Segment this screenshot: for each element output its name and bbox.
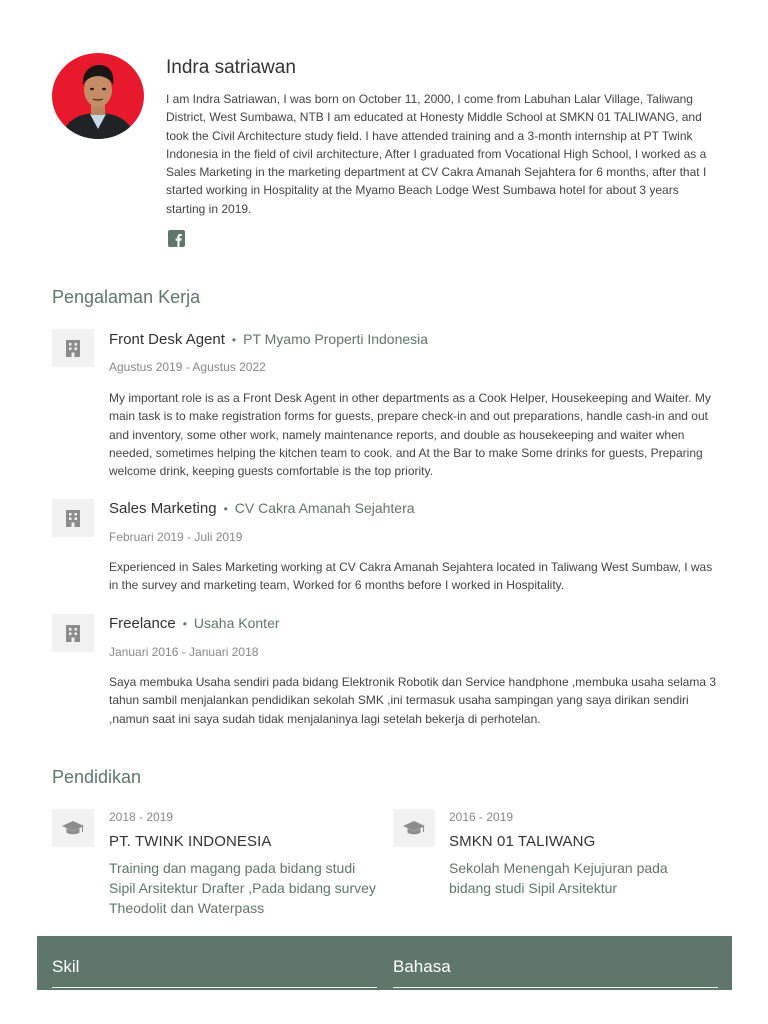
skills-heading: Skil: [52, 957, 80, 976]
job-dates: Agustus 2019 - Agustus 2022: [109, 360, 266, 374]
profile-bio: I am Indra Satriawan, I was born on October 11, 2000, I come from Labuhan Lalar Village, Taliwang District, West Sumbawa, NTB I am educated at Honesty Middle School at SMKN 01 TALIWANG, and took the Civil Architecture study field. I have attended training and a 3-month internship at PT Twink Indonesia in the field of civil architecture, After I graduated from Vocational High School, I worked as a Sales Marketing in the marketing department at CV Cakra Amanah Sejahtera for 6 months, after that I started working in Hospitality at the Myamo Beach Lodge West Sumbawa hotel for about 3 years starting in 2019.: [166, 92, 707, 216]
job-dates: Januari 2016 - Januari 2018: [109, 645, 259, 659]
education-school: SMKN 01 TALIWANG: [449, 833, 596, 850]
job-dates: Februari 2019 - Juli 2019: [109, 530, 243, 544]
facebook-icon[interactable]: [168, 230, 185, 247]
graduation-cap-icon: [52, 809, 94, 847]
job-company: Usaha Konter: [193, 615, 280, 631]
job-company: CV Cakra Amanah Sejahtera: [234, 500, 415, 516]
job-description: My important role is as a Front Desk Agent in other departments as a Cook Helper, Housekeeping and Waiter. My main task is to make registration forms for guests, prepare check-in and out preparations, handle cash-in and out and inventory, some other work, namely maintenance reports, and double as housekeeping and waiter when needed, sometimes helping the kitchen team to cook. and At the Bar to make Some drinks for guests, Preparing welcome drink, keeping guests comfortable is the top priority.: [109, 391, 711, 479]
separator-dot: •: [231, 333, 237, 347]
skills-language-footer: [37, 936, 732, 990]
skills-divider: [52, 987, 377, 988]
job-company: PT Myamo Properti Indonesia: [243, 331, 429, 347]
language-heading: Bahasa: [393, 957, 451, 976]
education-years: 2018 - 2019: [109, 810, 174, 824]
education-section-title: Pendidikan: [52, 767, 142, 787]
education-description: Sekolah Menengah Kejujuran pada bidang studi Sipil Arsitektur: [449, 860, 668, 896]
building-icon: [52, 614, 94, 652]
building-icon: [52, 499, 94, 537]
profile-photo: [52, 53, 144, 139]
job-role: Freelance: [109, 615, 176, 632]
profile-name: Indra satriawan: [166, 57, 296, 78]
language-divider: [393, 987, 718, 988]
separator-dot: •: [182, 617, 187, 631]
separator-dot: •: [223, 502, 228, 516]
education-years: 2016 - 2019: [449, 810, 514, 824]
education-description: Training dan magang pada bidang studi Sipil Arsitektur Drafter ,Pada bidang survey Theodolit dan Waterpass: [109, 860, 376, 916]
job-role: Front Desk Agent: [109, 331, 225, 348]
job-header: [109, 500, 415, 517]
job-role: Sales Marketing: [109, 500, 217, 517]
job-header: [109, 615, 280, 632]
job-description: Experienced in Sales Marketing working at CV Cakra Amanah Sejahtera located in Taliwang West Sumbaw, I was in the survey and marketing team, Worked for 6 months before I worked in Hospitality.: [109, 560, 713, 593]
job-header: [109, 331, 428, 348]
job-description: Saya membuka Usaha sendiri pada bidang Elektronik Robotik dan Service handphone ,membuka usaha selama 3 tahun sambil menjalankan pendidikan sekolah SMK ,ini termasuk usaha sampingan yang saya dirikan sendiri ,namun saat ini saya sudah tidak menjalaninya lagi setelah bekerja di perhotelan.: [109, 675, 717, 726]
building-icon: [52, 329, 94, 367]
experience-section-title: Pengalaman Kerja: [52, 287, 201, 307]
avatar: [52, 53, 144, 139]
graduation-cap-icon: [393, 809, 435, 847]
education-school: PT. TWINK INDONESIA: [109, 833, 272, 850]
